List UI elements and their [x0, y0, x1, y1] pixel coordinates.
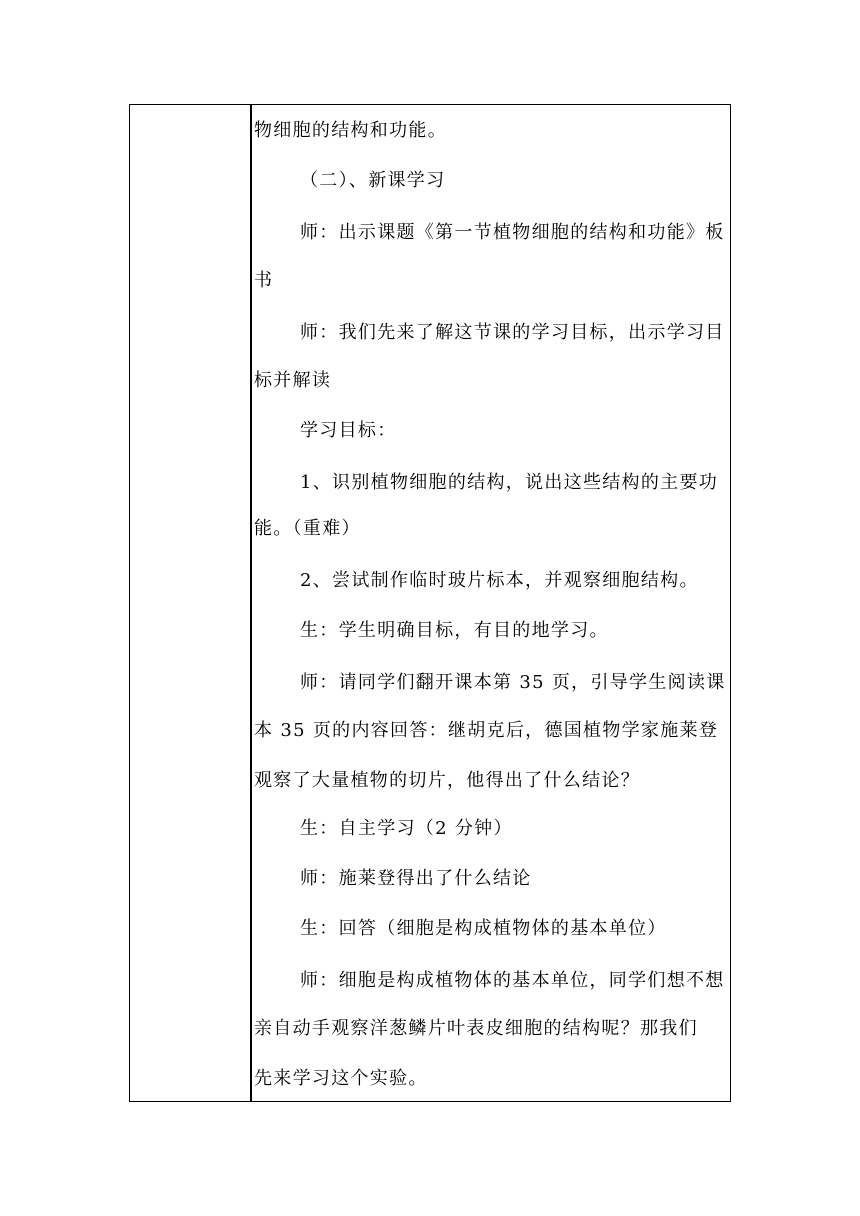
text-line: 生：学生明确目标，有目的地学习。 — [300, 620, 609, 641]
lesson-table — [129, 104, 731, 1102]
text-line: 先来学习这个实验。 — [254, 1068, 428, 1089]
text-line: 师：细胞是构成植物体的基本单位，同学们想不想 — [300, 970, 725, 991]
text-line: 学习目标： — [300, 420, 397, 441]
text-line: 书 — [254, 270, 274, 291]
text-line: 师：施莱登得出了什么结论 — [300, 868, 532, 889]
text-line: 观察了大量植物的切片，他得出了什么结论？ — [254, 770, 640, 791]
text-line: 亲自动手观察洋葱鳞片叶表皮细胞的结构呢？那我们 — [254, 1018, 698, 1039]
text-line: 2、尝试制作临时玻片标本，并观察细胞结构。 — [300, 570, 699, 591]
text-line: 生：回答（细胞是构成植物体的基本单位） — [300, 918, 667, 939]
text-line: 标并解读 — [254, 370, 332, 391]
text-line: 本 35 页的内容回答：继胡克后，德国植物学家施莱登 — [254, 720, 719, 741]
right-column-cell — [254, 105, 730, 1101]
left-column-cell — [130, 105, 252, 1101]
text-line: 物细胞的结构和功能。 — [254, 120, 447, 141]
text-line: 能。（重难） — [254, 518, 361, 539]
text-line: 生：自主学习（2 分钟） — [300, 818, 513, 839]
text-line: 1、识别植物细胞的结构，说出这些结构的主要功 — [300, 472, 719, 493]
text-line: 师：请同学们翻开课本第 35 页，引导学生阅读课 — [300, 672, 726, 693]
section-heading: （二）、新课学习 — [300, 170, 446, 191]
text-line: 师：我们先来了解这节课的学习目标，出示学习目 — [300, 322, 725, 343]
text-line: 师：出示课题《第一节植物细胞的结构和功能》板 — [300, 222, 725, 243]
